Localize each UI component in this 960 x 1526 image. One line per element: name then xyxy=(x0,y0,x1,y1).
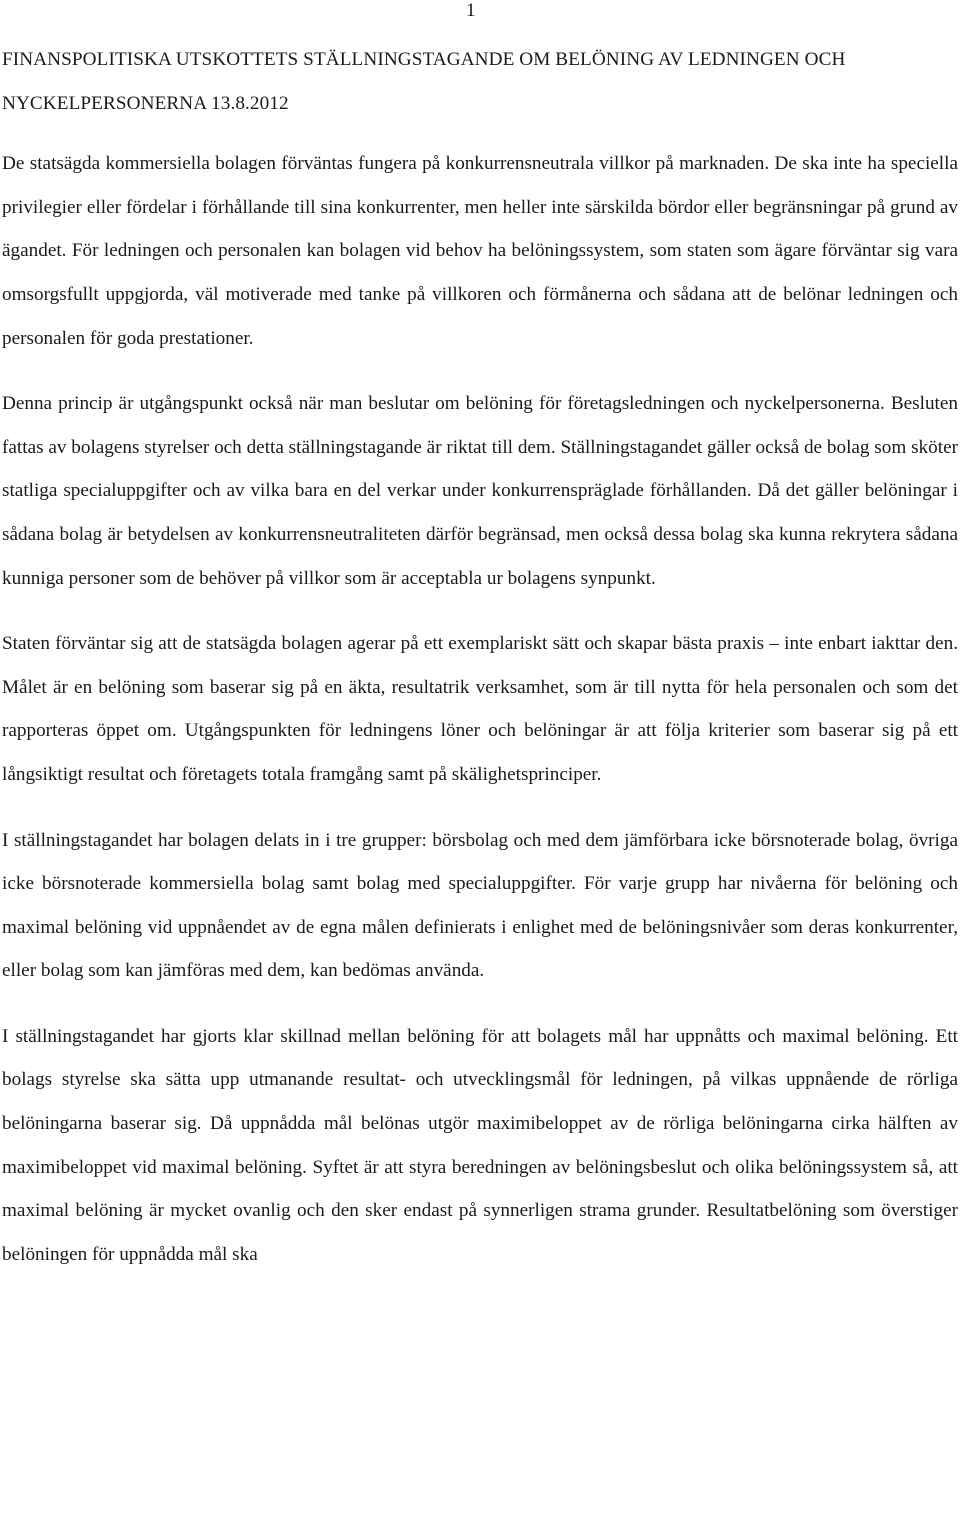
paragraph-3: Staten förväntar sig att de statsägda bolagen agerar på ett exemplariskt sätt och skapar bästa praxis – inte enbart iakttar den. Målet är en belöning som baserar sig på en äkta, resultatrik verksamhet, som är till nytta för hela personalen och som det rapporteras öppet om. Utgångspunkten för ledningens löner och belöningar är att följa kriterier som baserar sig på ett långsiktigt resultat och företagets totala framgång samt på skälighetsprinciper. xyxy=(2,633,958,785)
paragraph-1: De statsägda kommersiella bolagen förväntas fungera på konkurrensneutrala villkor på marknaden. De ska inte ha speciella privilegier eller fördelar i förhållande till sina konkurrenter, men heller inte särskilda bördor eller begränsningar på grund av ägandet. För ledningen och personalen kan bolagen vid behov ha belöningssystem, som staten som ägare förväntar sig vara omsorgsfullt uppgjorda, väl motiverade med tanke på villkoren och förmånerna och sådana att de belönar ledningen och personalen för goda prestationer. xyxy=(2,153,958,349)
document-body xyxy=(2,38,958,1276)
paragraph-4: I ställningstagandet har bolagen delats in i tre grupper: börsbolag och med dem jämförbara icke börsnoterade bolag, övriga icke börsnoterade kommersiella bolag samt bolag med specialuppgifter. För varje grupp har nivåerna för belöning och maximal belöning vid uppnåendet av de egna målen definierats i enlighet med de belöningsnivåer som deras konkurrenter, eller bolag som kan jämföras med dem, kan bedömas använda. xyxy=(2,829,958,982)
page-number: 1 xyxy=(466,0,476,21)
document-title: FINANSPOLITISKA UTSKOTTETS STÄLLNINGSTAGANDE OM BELÖNING AV LEDNINGEN OCH NYCKELPERSONERNA 13.8.2012 xyxy=(2,49,846,114)
paragraph-2: Denna princip är utgångspunkt också när man beslutar om belöning för företagsledningen och nyckelpersonerna. Besluten fattas av bolagens styrelser och detta ställningstagande är riktat till dem. Ställningstagandet gäller också de bolag som sköter statliga specialuppgifter och av vilka bara en del verkar under konkurrenspräglade förhållanden. Då det gäller belöningar i sådana bolag är betydelsen av konkurrensneutraliteten därför begränsad, men också dessa bolag ska kunna rekrytera sådana kunniga personer som de behöver på villkor som är acceptabla ur bolagens synpunkt. xyxy=(2,393,958,589)
paragraph-5: I ställningstagandet har gjorts klar skillnad mellan belöning för att bolagets mål har uppnåtts och maximal belöning. Ett bolags styrelse ska sätta upp utmanande resultat- och utvecklingsmål för ledningen, på vilkas uppnående de rörliga belöningarna baserar sig. Då uppnådda mål belönas utgör maximibeloppet av de rörliga belöningarna cirka hälften av maximibeloppet vid maximal belöning. Syftet är att styra beredningen av belöningsbeslut och olika belöningssystem så, att maximal belöning är mycket ovanlig och den sker endast på synnerligen strama grunder. Resultatbelöning som överstiger belöningen för uppnådda mål ska xyxy=(2,1025,958,1265)
